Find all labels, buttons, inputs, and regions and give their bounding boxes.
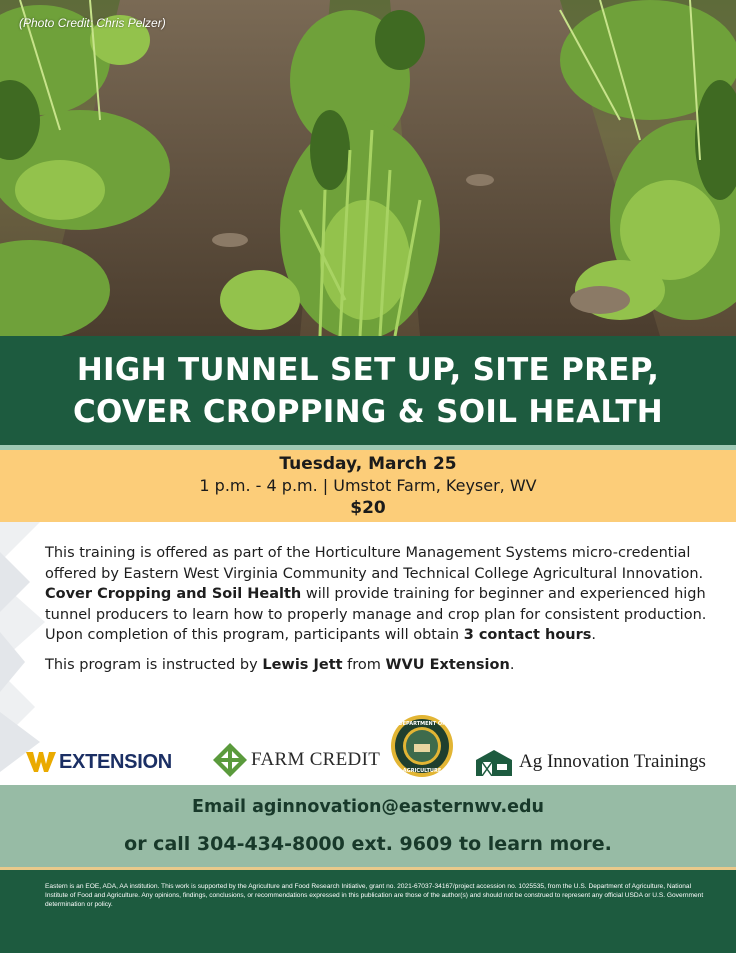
description-paragraph: This training is offered as part of the Horticulture Management Systems micro-credential offered by Eastern West Virginia Community and Technical College Agricultural Innovation. Cover Cropping and Soil Health will provide training for beginner and experienced high tunnel producers to learn how to properly manage and crop plan for consistent production. Upon completion of this program, participants will obtain 3 contact hours. [45,545,707,643]
ag-innovation-logo: Ag Innovation Trainings [474,748,706,776]
photo-credit: (Photo Credit: Chris Pelzer) [19,16,166,30]
contact-email[interactable]: Email aginnovation@easternwv.edu [192,797,544,817]
event-price: $20 [350,498,386,518]
instructor-name: Lewis Jett [262,656,343,673]
instructor-org: WVU Extension [385,656,510,673]
title-line-1: HIGH TUNNEL SET UP, SITE PREP, [76,351,660,388]
wv-icon [26,750,56,774]
sponsor-logos [0,712,736,785]
event-details-band [0,450,736,522]
wvu-extension-logo: EXTENSION [26,750,172,774]
wv-agriculture-seal [390,714,454,778]
svg-text:DEPARTMENT OF: DEPARTMENT OF [398,721,446,727]
footer [0,870,736,953]
contact-phone[interactable]: or call 304-434-8000 ext. 9609 to learn more. [124,833,612,855]
department-of-agriculture-seal-icon [390,714,454,778]
hero-photo [0,0,736,336]
barn-icon [474,748,514,776]
event-time-location: 1 p.m. - 4 p.m. | Umstot Farm, Keyser, WV [199,476,537,495]
course-name: Cover Cropping and Soil Health [45,586,302,602]
title-line-2: COVER CROPPING & SOIL HEALTH [72,393,664,430]
svg-text:AGRICULTURE: AGRICULTURE [402,768,442,774]
instructor-paragraph: This program is instructed by Lewis Jett from WVU Extension. [45,656,515,673]
contact-hours: 3 contact hours [463,627,592,643]
title-band [0,336,736,445]
footer-disclaimer: Eastern is an EOE, ADA, AA institution. This work is supported by the Agriculture and Food Research Initiative, grant no. 2021-67037-34167/project accession no. 1025535, from the U.S. Department of Agriculture, National Institute of Food and Agriculture. Any opinions, findings, conclusions, or recommendations expressed in this publication are those of the author(s) and should not be construed to represent any official USDA or U.S. Government determination or policy. [45,883,704,909]
contact-band [0,785,736,867]
farm-credit-leaf-icon [213,743,247,777]
event-date: Tuesday, March 25 [279,454,457,474]
description-text [45,543,715,684]
farm-credit-logo: FARM CREDIT [213,743,380,777]
crop-rows-photo [0,0,736,336]
